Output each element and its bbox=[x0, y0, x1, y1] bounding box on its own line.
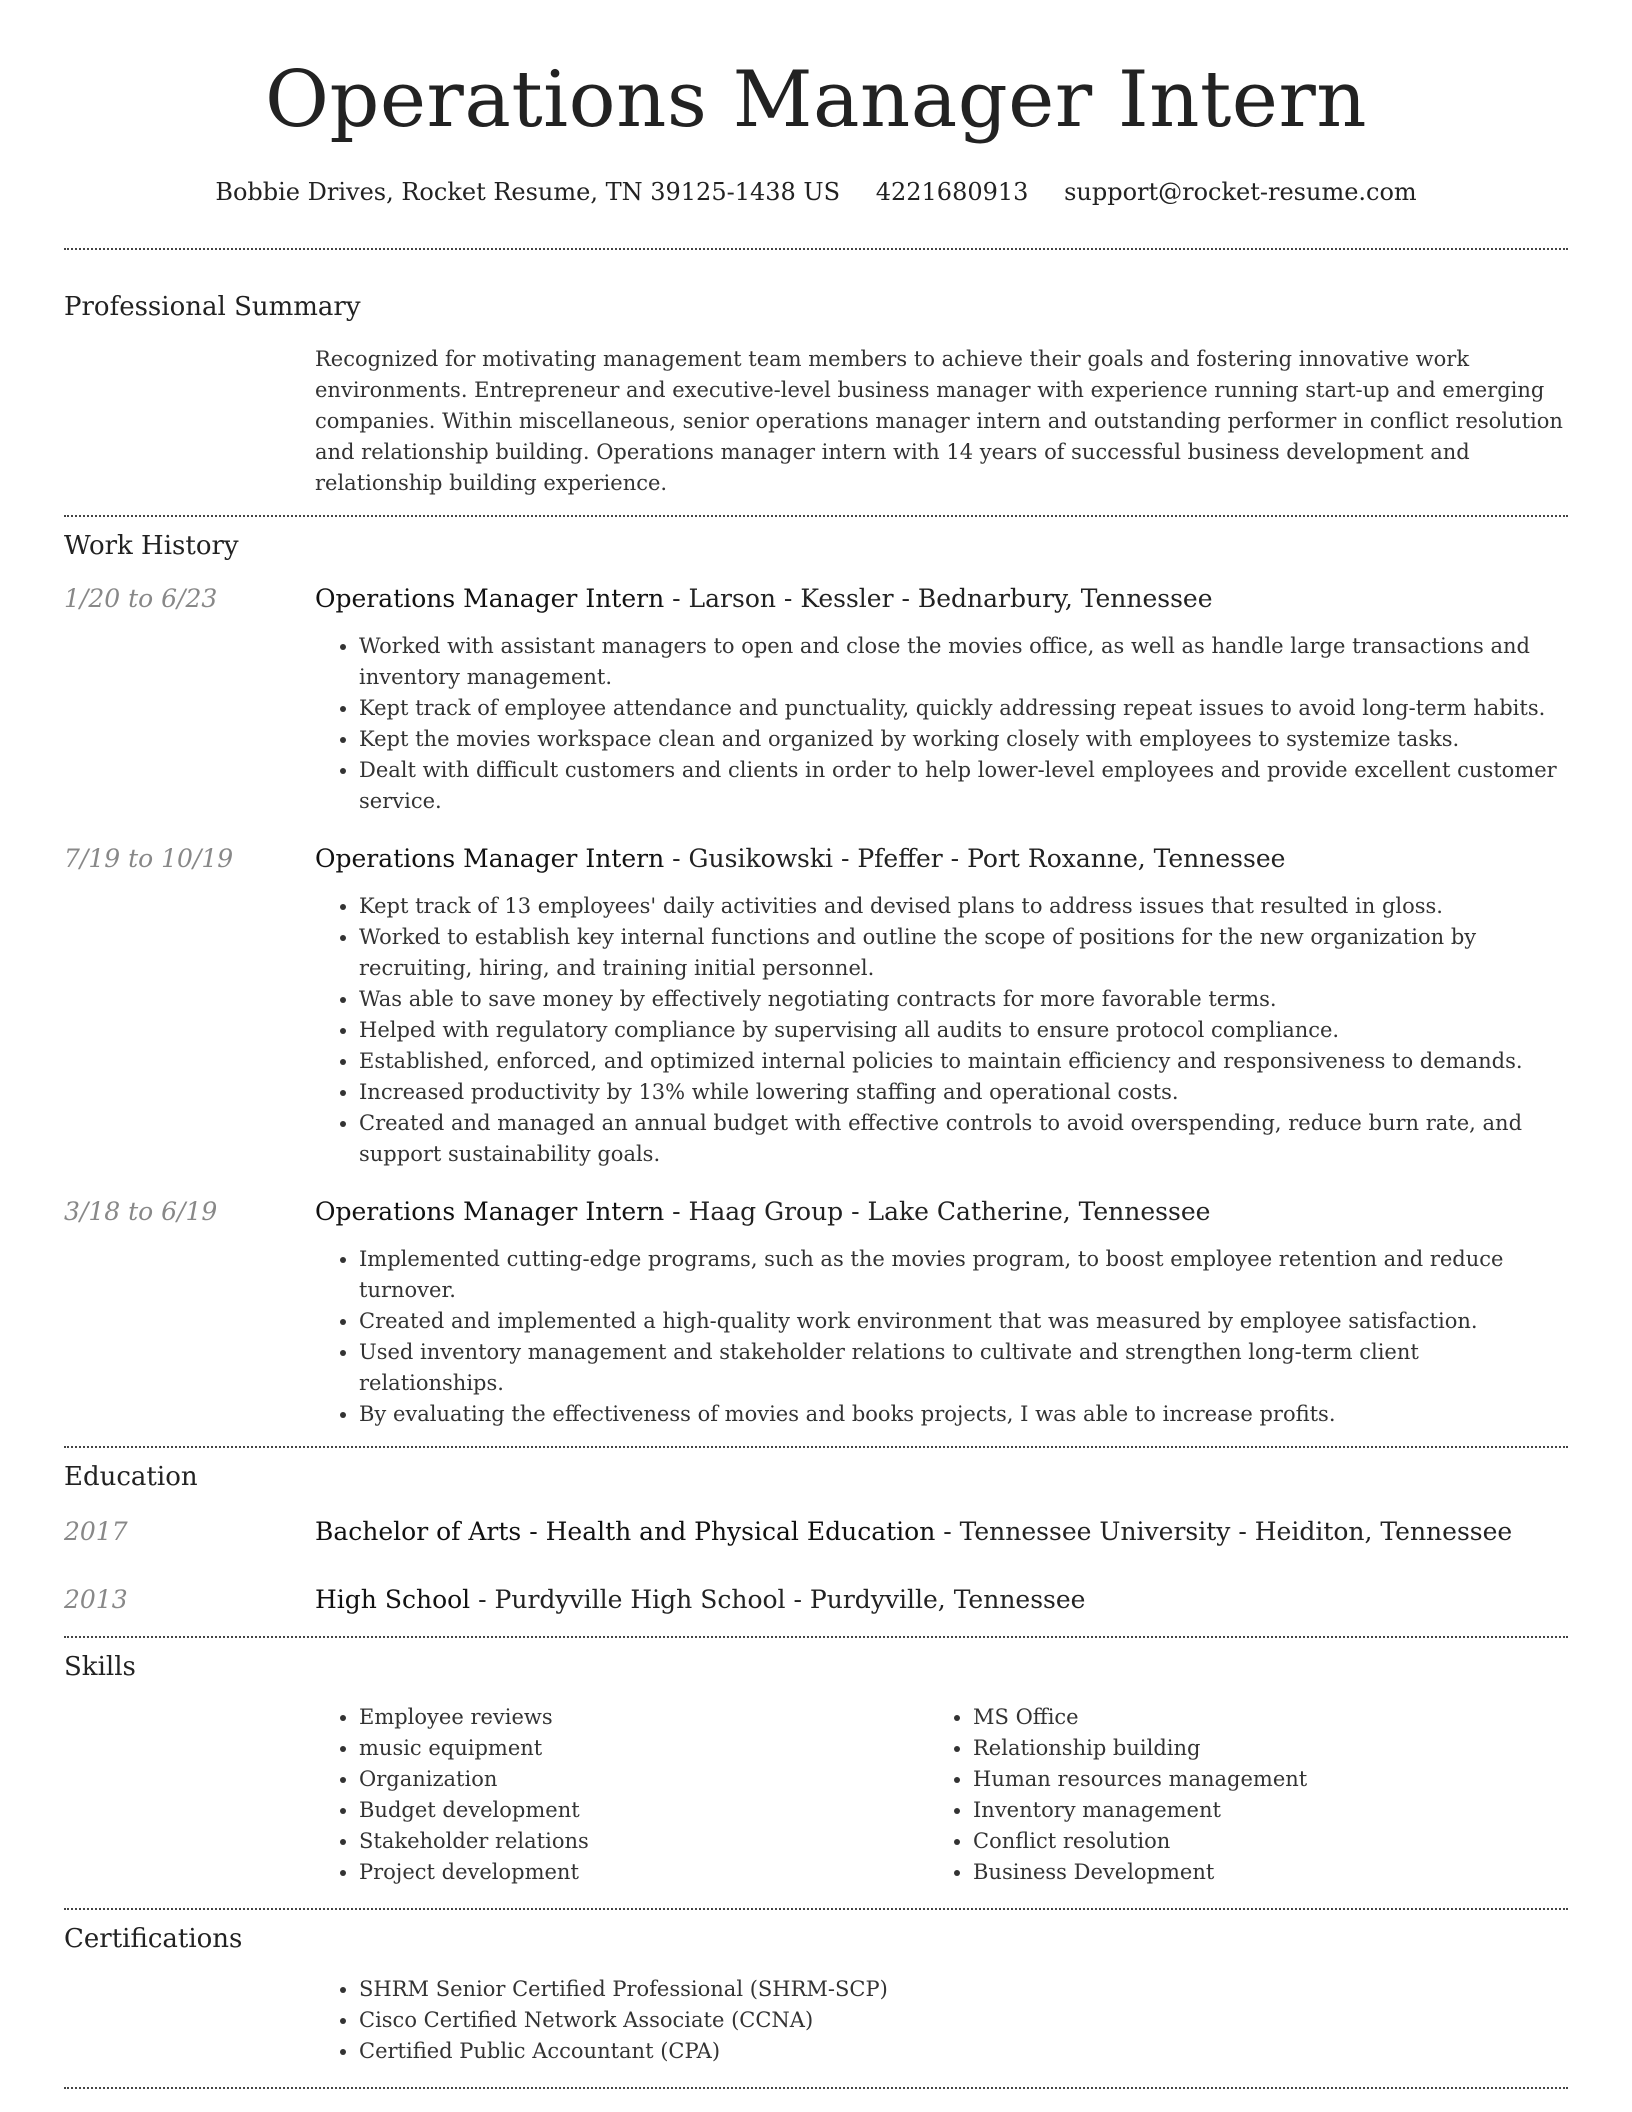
list-item: • Created and implemented a high-quality work environment that was measured by employee satisfaction. bbox=[359, 1306, 1568, 1337]
job-dates: 7/19 to 10/19 bbox=[64, 844, 234, 873]
job-entry bbox=[64, 843, 1568, 1170]
job-details: - Larson - Kessler - Bednarbury, Tennessee bbox=[664, 584, 1213, 613]
education-year: 2017 bbox=[64, 1517, 128, 1546]
resume-header bbox=[64, 0, 1568, 208]
list-item: • Cisco Certified Network Associate (CCNA) bbox=[359, 2005, 1568, 2036]
education-degree: High School bbox=[315, 1585, 471, 1614]
education-details: - Purdyville High School - Purdyville, Tennessee bbox=[470, 1585, 1086, 1614]
list-item: • By evaluating the effectiveness of movies and books projects, I was able to increase profits. bbox=[359, 1399, 1568, 1430]
list-item: • Certified Public Accountant (CPA) bbox=[359, 2036, 1568, 2067]
job-bullets bbox=[315, 891, 1568, 1170]
list-item: • Kept track of employee attendance and punctuality, quickly addressing repeat issues to avoid long-term habits. bbox=[359, 693, 1568, 724]
education-title bbox=[315, 1516, 1568, 1548]
list-item: • Business Development bbox=[973, 1857, 1543, 1888]
list-item: • Established, enforced, and optimized internal policies to maintain efficiency and responsiveness to demands. bbox=[359, 1046, 1568, 1077]
list-item: • Was able to save money by effectively negotiating contracts for more favorable terms. bbox=[359, 984, 1568, 1015]
job-role: Operations Manager Intern bbox=[315, 844, 665, 873]
list-item: • Conflict resolution bbox=[973, 1826, 1543, 1857]
list-item: • Kept the movies workspace clean and organized by working closely with employees to systemize tasks. bbox=[359, 724, 1568, 755]
list-item: • Kept track of 13 employees' daily activities and devised plans to address issues that resulted in gloss. bbox=[359, 891, 1568, 922]
contact-address: Bobbie Drives, Rocket Resume, TN 39125-1438 US bbox=[215, 178, 841, 206]
job-details: - Haag Group - Lake Catherine, Tennessee bbox=[664, 1197, 1211, 1226]
contact-line bbox=[64, 176, 1568, 208]
list-item: • Created and managed an annual budget with effective controls to avoid overspending, reduce burn rate, and support sustainability goals. bbox=[359, 1108, 1568, 1170]
job-role: Operations Manager Intern bbox=[315, 584, 665, 613]
skills-grid bbox=[315, 1702, 1568, 1888]
job-details: - Gusikowski - Pfeffer - Port Roxanne, Tennessee bbox=[664, 844, 1286, 873]
section-divider bbox=[64, 2087, 1568, 2089]
summary-text: Recognized for motivating management team members to achieve their goals and fostering innovative work environments. Entrepreneur and executive-level business manager with experience running start-up and emerging companies. Within miscellaneous, senior operations manager intern and outstanding performer in conflict resolution and relationship building. Operations manager intern with 14 years of successful business development and relationship building experience. bbox=[315, 347, 1563, 495]
certifications-section bbox=[64, 1910, 1568, 2067]
list-item: • Implemented cutting-edge programs, such as the movies program, to boost employee retention and reduce turnover. bbox=[359, 1244, 1568, 1306]
list-item: • Relationship building bbox=[973, 1733, 1543, 1764]
education-section bbox=[64, 1448, 1568, 1616]
job-entry bbox=[64, 583, 1568, 817]
skills-list-left bbox=[315, 1702, 929, 1888]
job-bullets bbox=[315, 1244, 1568, 1430]
job-title bbox=[315, 1196, 1568, 1228]
education-degree: Bachelor of Arts - Health and Physical Education bbox=[315, 1517, 936, 1546]
list-item: • MS Office bbox=[973, 1702, 1543, 1733]
contact-email: support@rocket-resume.com bbox=[1064, 178, 1417, 206]
list-item: • music equipment bbox=[359, 1733, 929, 1764]
education-entry bbox=[64, 1584, 1568, 1616]
job-role: Operations Manager Intern bbox=[315, 1197, 665, 1226]
resume-name: Operations Manager Intern bbox=[265, 55, 1367, 145]
education-year: 2013 bbox=[64, 1585, 128, 1614]
job-title bbox=[315, 843, 1568, 875]
education-entry bbox=[64, 1516, 1568, 1548]
skills-list-right bbox=[929, 1702, 1543, 1888]
contact-phone: 4221680913 bbox=[875, 178, 1029, 206]
job-dates: 1/20 to 6/23 bbox=[64, 584, 218, 613]
list-item: • Stakeholder relations bbox=[359, 1826, 929, 1857]
job-entry bbox=[64, 1196, 1568, 1430]
list-item: • Human resources management bbox=[973, 1764, 1543, 1795]
list-item: • SHRM Senior Certified Professional (SHRM-SCP) bbox=[359, 1974, 1568, 2005]
list-item: • Used inventory management and stakeholder relations to cultivate and strengthen long-term client relationships. bbox=[359, 1337, 1568, 1399]
skills-section bbox=[64, 1638, 1568, 1888]
list-item: • Project development bbox=[359, 1857, 929, 1888]
certifications-list bbox=[315, 1974, 1568, 2067]
list-item: • Increased productivity by 13% while lowering staffing and operational costs. bbox=[359, 1077, 1568, 1108]
job-bullets bbox=[315, 631, 1568, 817]
work-history-section bbox=[64, 517, 1568, 1430]
section-title-education: Education bbox=[64, 1462, 198, 1492]
education-details: - Tennessee University - Heiditon, Tennessee bbox=[935, 1517, 1513, 1546]
section-title-summary: Professional Summary bbox=[64, 292, 361, 322]
job-title bbox=[315, 583, 1568, 615]
list-item: • Inventory management bbox=[973, 1795, 1543, 1826]
education-title bbox=[315, 1584, 1568, 1616]
list-item: • Organization bbox=[359, 1764, 929, 1795]
job-dates: 3/18 to 6/19 bbox=[64, 1197, 218, 1226]
section-title-certifications: Certifications bbox=[64, 1924, 243, 1954]
section-title-skills: Skills bbox=[64, 1652, 136, 1682]
list-item: • Budget development bbox=[359, 1795, 929, 1826]
summary-section bbox=[64, 250, 1568, 499]
list-item: • Worked with assistant managers to open and close the movies office, as well as handle large transactions and inventory management. bbox=[359, 631, 1568, 693]
section-title-work-history: Work History bbox=[64, 531, 239, 561]
list-item: • Helped with regulatory compliance by supervising all audits to ensure protocol compliance. bbox=[359, 1015, 1568, 1046]
list-item: • Worked to establish key internal functions and outline the scope of positions for the new organization by recruiting, hiring, and training initial personnel. bbox=[359, 922, 1568, 984]
list-item: • Employee reviews bbox=[359, 1702, 929, 1733]
list-item: • Dealt with difficult customers and clients in order to help lower-level employees and provide excellent customer service. bbox=[359, 755, 1568, 817]
